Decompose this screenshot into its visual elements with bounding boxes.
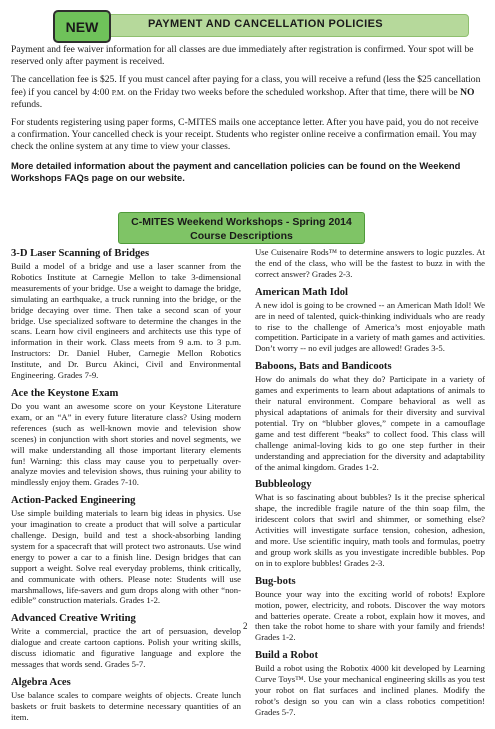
course-description: Write a commercial, practice the art of persuasion, develop dialogue and create cartoon captions. Polish your writing skills, discuss idiomatic and figurative language and explore the messages that words send. Grades 5-7. [11,626,241,670]
policy-intro [11,44,485,190]
course-description: How do animals do what they do? Participate in a variety of games and experiments to learn about adaptations of animals to their natural environment. Compare behavioral as well as physical adaptations of animals for their diversity and survival potential. Try on “blubber gloves,” compete in a camouflage game and test different “beaks” to collect food. This class will challenge animal-loving kids to go one step further in their understanding and appreciation for the diversity and adaptability of the animal kingdom. Grades 1-2. [255,374,485,472]
course-title: Ace the Keystone Exam [11,387,119,399]
course-entry [11,494,241,606]
course-title: Algebra Aces [11,677,71,688]
course-entry [255,360,485,472]
section-heading-line1: C-MITES Weekend Workshops - Spring 2014 [131,216,352,228]
cancellation-text-a: The cancellation fee is $25. If you must cancel after paying for a class, you will receive a refund (less the $25 cancellation fee) if you cancel by 4:00 [11,74,481,98]
course-title: American Math Idol [255,286,348,298]
course-title: Action-Packed Engineering [11,495,136,507]
course-title: 3-D Laser Scanning of Bridges [11,248,150,259]
course-title: Advanced Creative Writing [11,613,136,625]
course-entry [11,676,241,723]
section-heading-line2: Course Descriptions [190,230,293,242]
course-description: What is so fascinating about bubbles? Is it the precise spherical shape, the incredible fragile nature of the thin soap film, the iridescent colors that swirl and shimmer, or something else? Activities will investigate surface tension, cohesion, adhesion, and more. Use scientific inquiry, math tools and formulas, poetry and group work skills as you investigate incredible bubbles. Pop on in to explore bubbles! Grades 2-3. [255,492,485,568]
course-title: Baboons, Bats and Bandicoots [255,361,392,373]
confirmation-paragraph: For students registering using paper forms, C-MITES mails one acceptance letter. After you have paid, you do not receive a confirmation. Your cancelled check is your receipt. Students who register online receive a confirmation email. You may check the online system at any time to view your classes. [11,117,479,153]
left-column [11,247,241,729]
cancellation-time-suffix: P.M. [111,87,126,97]
course-title: Bubbleology [255,479,312,491]
course-entry [11,612,241,670]
course-entry [11,247,241,381]
more-info-paragraph: More detailed information about the payment and cancellation policies can be found on the Weekend Workshops FAQs page on our website. [11,159,461,183]
course-title: Bug-bots [255,575,296,587]
banner-title: PAYMENT AND CANCELLATION POLICIES [148,18,384,30]
course-description: A new idol is going to be crowned -- an American Math Idol! We are in need of talented, quick-thinking individuals who are ready to rise to the challenge of America’s most enjoyable math competition. Participate in a variety of math games and activities. Don’t worry -- no evil judges are allowed! Grades 3-5. [255,299,485,354]
cancellation-text-b: on the Friday two weeks before the scheduled workshop. After that time, there will be [125,86,461,98]
course-description: Do you want an awesome score on your Keystone Literature exam, or an “A” in every future literature class? Using modern references (such as well-known movie and television show scenes) in conjunction with short stories and novel segments, we will make understanding all those important literary elements fun! Warning: this class may cause you to perpetually over-analyze movies and television shows, thus ruining your ability to mindlessly enjoy them. Grades 7-10. [11,400,241,488]
course-description: Build a model of a bridge and use a laser scanner from the Robotics Institute at Carnegie Mellon to take 3-dimensional measurements of your bridge. Use a weight to damage the bridge, simulating an earthquake, a truck running into the bridge, or the bridge decaying over time. Then take a second scan of your bridge. Use specialized software to determine the changes in the scans. Learn how civil engineers and architects use this type of information in their work. Class meets from 9 a.m. to 3 p.m. Instructors: Dr. Daniel Huber, Carnegie Mellon Robotics Institute, and Dr. Burcu Akinci, Civil and Environmental Engineering. Grades 7-9. [11,261,241,381]
course-description: Bounce your way into the exciting world of robots! Explore motion, power, electricity, and robots. Discover the way motors and batteries operate. Create a robot, explain how it moves, and then take the robot home to share with your family and friends! Grades 1-2. [255,588,485,643]
page-number: 2 [243,621,248,631]
payment-paragraph: Payment and fee waiver information for all classes are due immediately after registration is confirmed. Your spot will be reserved only after payment is received. [11,44,474,68]
course-description-continued: Use Cuisenaire Rods™ to determine answers to logic puzzles. At the end of the class, who will be the fastest to buzz in with the correct answer? Grades 2-3. [255,247,485,279]
new-badge: NEW [53,10,111,43]
course-continuation [255,247,485,280]
course-entry [255,649,485,718]
section-heading [118,212,365,244]
course-entry [255,575,485,644]
course-entry [255,286,485,355]
course-entry [11,387,241,488]
course-description: Use balance scales to compare weights of objects. Create lunch baskets or fruit baskets to determine necessary quantities of an item. [11,690,241,722]
cancellation-text-c: refunds. [11,98,43,110]
course-entry [255,478,485,568]
course-description: Build a robot using the Robotix 4000 kit developed by Learning Curve Toys™. Use your mechanical engineering skills as you test your robot on flat surfaces and inclined planes. Modify the robot’s design so you can win a class robotics competition! Grades 5-7. [255,663,485,717]
course-description: Use simple building materials to learn big ideas in physics. Use your imagination to create a product that will solve a particular challenge. Design, build and test a shock-absorbing landing system for a spacecraft that will protect two astronauts. Use wind energy to power a car to a finish line. Design bridges that can support a weight. Solve real everyday problems, think critically, and communicate with others. Please note: Students will use marshmallows, life-savers and gum drops along with other “non-edible” construction materials. Grades 1-2. [11,508,241,606]
right-column [255,247,485,724]
cancellation-no-emphasis: NO [460,86,475,98]
course-title: Build a Robot [255,650,318,662]
cancellation-paragraph [11,74,485,111]
